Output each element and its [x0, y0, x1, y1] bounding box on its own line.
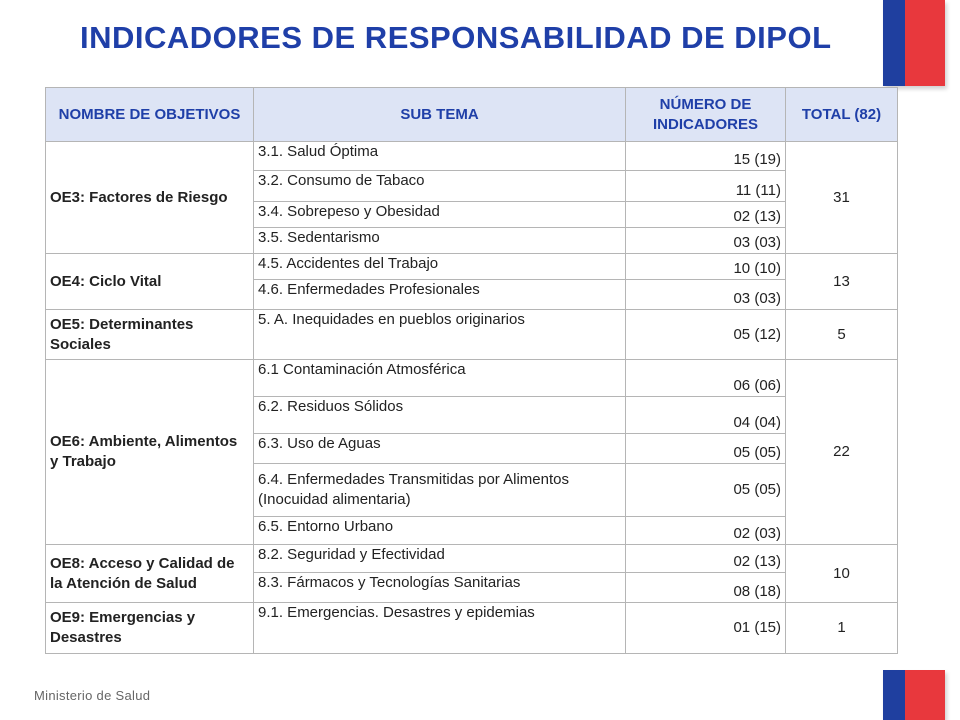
table-header-row — [46, 88, 898, 142]
indicators-table — [45, 87, 898, 654]
footer-ministry: Ministerio de Salud — [34, 688, 151, 703]
sub-topic: 4.5. Accidentes del Trabajo — [254, 254, 626, 280]
header-objetivos: NOMBRE DE OBJETIVOS — [46, 88, 254, 142]
indicator-count: 01 (15) — [626, 603, 786, 654]
flag-logo-top — [883, 0, 945, 86]
objective-total: 5 — [786, 310, 898, 360]
table-row — [46, 142, 898, 171]
indicator-count: 02 (13) — [626, 202, 786, 228]
objective-name: OE4: Ciclo Vital — [46, 254, 254, 310]
sub-topic: 4.6. Enfermedades Profesionales — [254, 280, 626, 310]
header-sub-tema: SUB TEMA — [254, 88, 626, 142]
objective-name: OE8: Acceso y Calidad de la Atención de Salud — [46, 545, 254, 603]
flag-logo-bottom — [883, 670, 945, 720]
indicator-count: 05 (12) — [626, 310, 786, 360]
indicator-count: 05 (05) — [626, 464, 786, 517]
indicator-count: 11 (11) — [626, 171, 786, 202]
indicator-count: 03 (03) — [626, 280, 786, 310]
header-total: TOTAL (82) — [786, 88, 898, 142]
indicator-count: 06 (06) — [626, 360, 786, 397]
objective-total: 10 — [786, 545, 898, 603]
flag-red-stripe — [905, 0, 945, 86]
objective-name: OE3: Factores de Riesgo — [46, 142, 254, 254]
table-row — [46, 360, 898, 397]
table-row — [46, 603, 898, 654]
indicator-count: 02 (13) — [626, 545, 786, 573]
indicator-count: 04 (04) — [626, 397, 786, 434]
sub-topic: 3.1. Salud Óptima — [254, 142, 626, 171]
objective-total: 22 — [786, 360, 898, 545]
sub-topic: 8.2. Seguridad y Efectividad — [254, 545, 626, 573]
sub-topic: 6.1 Contaminación Atmosférica — [254, 360, 626, 397]
sub-topic: 5. A. Inequidades en pueblos originarios — [254, 310, 626, 360]
objective-total: 31 — [786, 142, 898, 254]
objective-total: 1 — [786, 603, 898, 654]
sub-topic: 9.1. Emergencias. Desastres y epidemias — [254, 603, 626, 654]
sub-topic: 6.2. Residuos Sólidos — [254, 397, 626, 434]
sub-topic: 3.4. Sobrepeso y Obesidad — [254, 202, 626, 228]
indicator-count: 10 (10) — [626, 254, 786, 280]
indicator-count: 08 (18) — [626, 573, 786, 603]
indicator-count: 15 (19) — [626, 142, 786, 171]
objective-total: 13 — [786, 254, 898, 310]
indicator-count: 02 (03) — [626, 517, 786, 545]
sub-topic: 3.2. Consumo de Tabaco — [254, 171, 626, 202]
indicator-count: 03 (03) — [626, 228, 786, 254]
sub-topic: 6.3. Uso de Aguas — [254, 434, 626, 464]
sub-topic: 8.3. Fármacos y Tecnologías Sanitarias — [254, 573, 626, 603]
flag-blue-stripe — [883, 0, 905, 86]
sub-topic: 6.4. Enfermedades Transmitidas por Alimentos (Inocuidad alimentaria) — [254, 464, 626, 517]
objective-name: OE5: Determinantes Sociales — [46, 310, 254, 360]
table-row — [46, 545, 898, 573]
sub-topic: 6.5. Entorno Urbano — [254, 517, 626, 545]
flag-blue-stripe — [883, 670, 905, 720]
sub-topic: 3.5. Sedentarismo — [254, 228, 626, 254]
table-row — [46, 254, 898, 280]
flag-red-stripe — [905, 670, 945, 720]
indicator-count: 05 (05) — [626, 434, 786, 464]
table-row — [46, 310, 898, 360]
objective-name: OE9: Emergencias y Desastres — [46, 603, 254, 654]
objective-name: OE6: Ambiente, Alimentos y Trabajo — [46, 360, 254, 545]
header-numero-indicadores: NÚMERO DE INDICADORES — [626, 88, 786, 142]
page-title: INDICADORES DE RESPONSABILIDAD DE DIPOL — [80, 20, 832, 55]
